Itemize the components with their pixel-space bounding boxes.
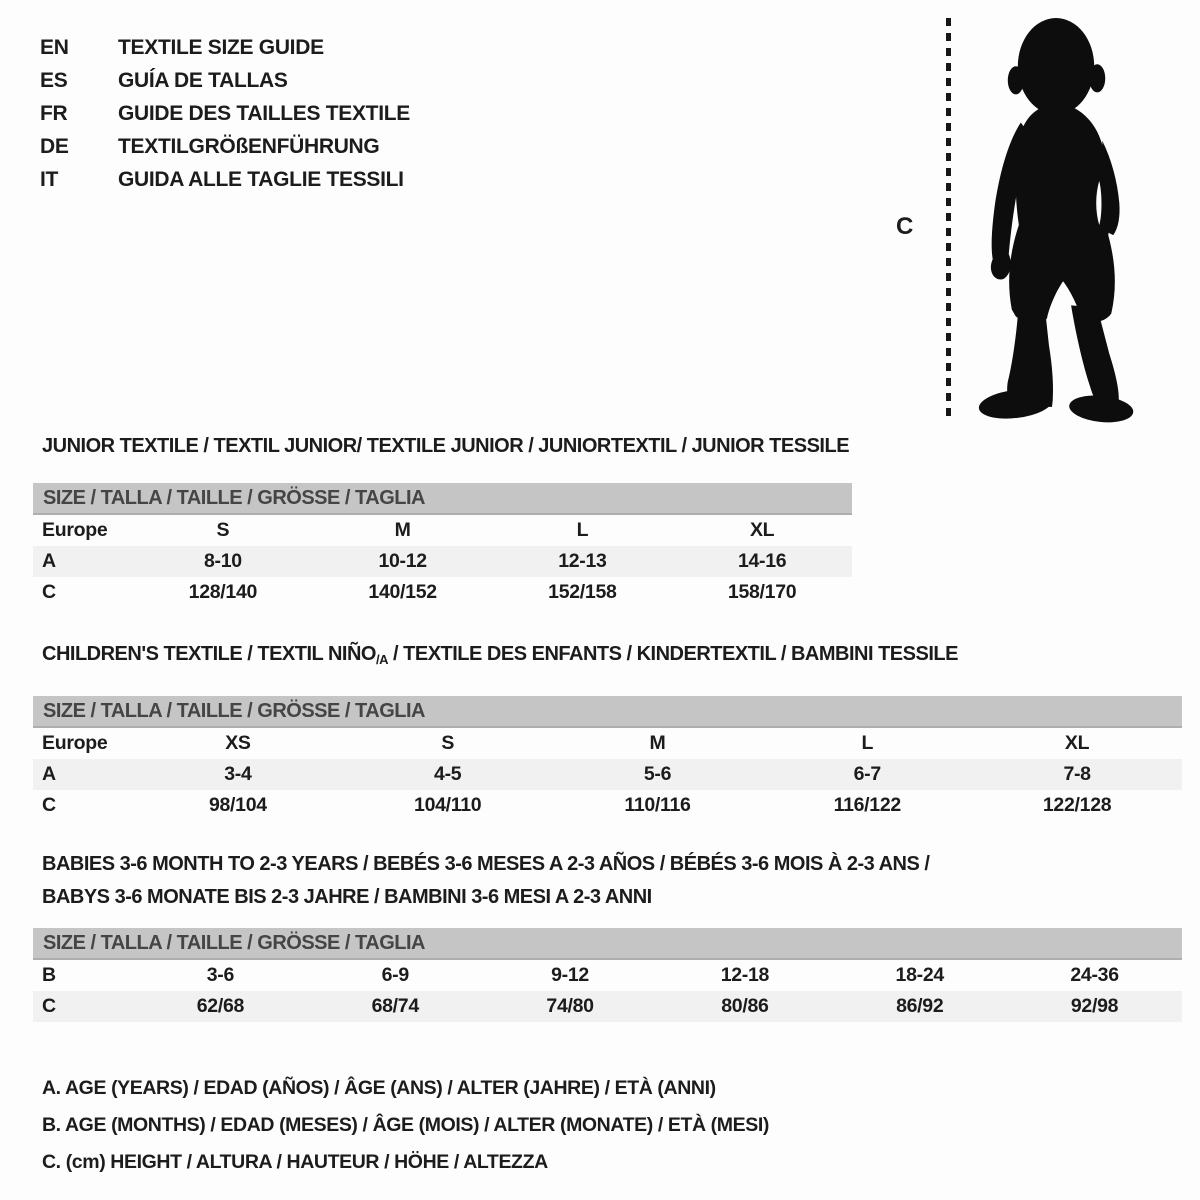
size-value-cell: S	[216, 519, 230, 541]
language-row	[40, 97, 410, 130]
size-value-cell: 98/104	[208, 794, 267, 816]
section-junior-textile	[33, 435, 852, 608]
language-title: GUIDE DES TAILLES TEXTILE	[118, 101, 410, 125]
size-value-cell: 7-8	[1063, 763, 1091, 785]
heading-text: BABYS 3-6 MONATE BIS 2-3 JAHRE / BAMBINI 3-6 MESI A 2-3 ANNI	[42, 886, 652, 908]
legend-line: A. AGE (YEARS) / EDAD (AÑOS) / ÂGE (ANS) / ALTER (JAHRE) / ETÀ (ANNI)	[42, 1077, 716, 1099]
row-label: Europe	[42, 732, 108, 754]
measure-legend	[42, 1070, 769, 1181]
size-value-cell: 10-12	[378, 550, 427, 572]
row-label: C	[42, 995, 56, 1017]
size-value-cell: 9-12	[551, 964, 589, 986]
heading-subscript: /A	[375, 652, 388, 667]
row-label: Europe	[42, 519, 108, 541]
size-value-cell: 18-24	[895, 964, 944, 986]
size-value-cell: 68/74	[371, 995, 419, 1017]
size-value-cell: S	[441, 732, 455, 754]
size-value-cell: 62/68	[196, 995, 245, 1017]
size-header-bar: SIZE / TALLA / TAILLE / GRÖSSE / TAGLIA	[33, 696, 1182, 728]
table-row-europe	[33, 515, 852, 546]
size-value-cell: 86/92	[896, 995, 944, 1017]
size-value-cell: L	[861, 732, 874, 754]
language-row	[40, 130, 410, 163]
size-value-cell: 8-10	[203, 550, 242, 572]
row-label: A	[42, 763, 56, 785]
size-value-cell: M	[394, 519, 411, 541]
size-value-cell: 6-7	[853, 763, 881, 785]
table-heading	[33, 643, 1182, 667]
size-value-cell: 4-5	[434, 763, 462, 785]
size-value-cell: 5-6	[643, 763, 672, 785]
size-value-cell: XS	[225, 732, 251, 754]
language-row	[40, 31, 410, 64]
table-heading	[33, 848, 1182, 881]
language-code: EN	[40, 35, 69, 59]
language-title: GUÍA DE TALLAS	[118, 68, 288, 92]
size-value-cell: 24-36	[1070, 964, 1119, 986]
language-code: IT	[40, 167, 59, 191]
table-row-a	[33, 546, 852, 577]
size-value-cell: 12-13	[558, 550, 607, 572]
table-row-europe	[33, 728, 1182, 759]
size-value-cell: 14-16	[737, 550, 787, 572]
table-row-a	[33, 759, 1182, 790]
row-label: B	[42, 964, 56, 986]
size-value-cell: 152/158	[548, 581, 617, 603]
language-row	[40, 64, 410, 97]
section-childrens-textile	[33, 643, 1182, 821]
size-value-cell: 3-4	[224, 763, 252, 785]
size-value-cell: M	[649, 732, 666, 754]
language-code: ES	[40, 68, 68, 92]
table-row-c	[33, 790, 1182, 821]
size-header-bar: SIZE / TALLA / TAILLE / GRÖSSE / TAGLIA	[33, 483, 852, 515]
size-value-cell: 158/170	[727, 581, 797, 603]
table-heading	[33, 435, 852, 457]
size-value-cell: 122/128	[1042, 794, 1112, 816]
size-value-cell: 6-9	[381, 964, 409, 986]
language-title: TEXTILE SIZE GUIDE	[118, 35, 324, 59]
size-value-cell: 80/86	[721, 995, 769, 1017]
size-value-cell: 128/140	[188, 581, 258, 603]
table-heading	[33, 881, 1182, 914]
size-value-cell: XL	[1064, 732, 1090, 754]
row-label: C	[42, 581, 56, 603]
toddler-silhouette-image	[958, 12, 1150, 424]
size-value-cell: 74/80	[546, 995, 594, 1017]
row-label: A	[42, 550, 56, 572]
size-value-cell: 140/152	[368, 581, 437, 603]
size-value-cell: XL	[749, 519, 775, 541]
size-value-cell: 3-6	[206, 964, 235, 986]
language-code: DE	[40, 134, 69, 158]
height-measure-label: C	[896, 213, 914, 240]
language-title: TEXTILGRÖßENFÜHRUNG	[118, 134, 380, 158]
legend-line: C. (cm) HEIGHT / ALTURA / HAUTEUR / HÖHE / ALTEZZA	[42, 1151, 548, 1173]
size-value-cell: 116/122	[833, 794, 901, 816]
size-value-cell: L	[576, 519, 589, 541]
size-value-cell: 12-18	[720, 964, 770, 986]
legend-line: B. AGE (MONTHS) / EDAD (MESES) / ÂGE (MOIS) / ALTER (MONATE) / ETÀ (MESI)	[42, 1114, 769, 1136]
section-babies-textile	[33, 848, 1182, 1022]
table-row-b	[33, 960, 1182, 991]
size-value-cell: 92/98	[1070, 995, 1119, 1017]
heading-text: / TEXTILE DES ENFANTS / KINDERTEXTIL / BAMBINI TESSILE	[387, 643, 958, 665]
heading-text: BABIES 3-6 MONTH TO 2-3 YEARS / BEBÉS 3-6 MESES A 2-3 AÑOS / BÉBÉS 3-6 MOIS À 2-3 ANS /	[42, 853, 930, 875]
height-measure-line	[946, 18, 951, 416]
size-header-bar: SIZE / TALLA / TAILLE / GRÖSSE / TAGLIA	[33, 928, 1182, 960]
language-title-list	[40, 31, 410, 196]
language-row	[40, 163, 410, 196]
heading-text: JUNIOR TEXTILE / TEXTIL JUNIOR/ TEXTILE JUNIOR / JUNIORTEXTIL / JUNIOR TESSILE	[42, 435, 850, 457]
language-title: GUIDA ALLE TAGLIE TESSILI	[118, 167, 404, 191]
language-code: FR	[40, 101, 68, 125]
size-value-cell: 110/116	[624, 794, 691, 816]
table-row-c	[33, 991, 1182, 1022]
size-value-cell: 104/110	[414, 794, 482, 816]
row-label: C	[42, 794, 56, 816]
heading-text: CHILDREN'S TEXTILE / TEXTIL NIÑO	[42, 643, 376, 665]
table-row-c	[33, 577, 852, 608]
